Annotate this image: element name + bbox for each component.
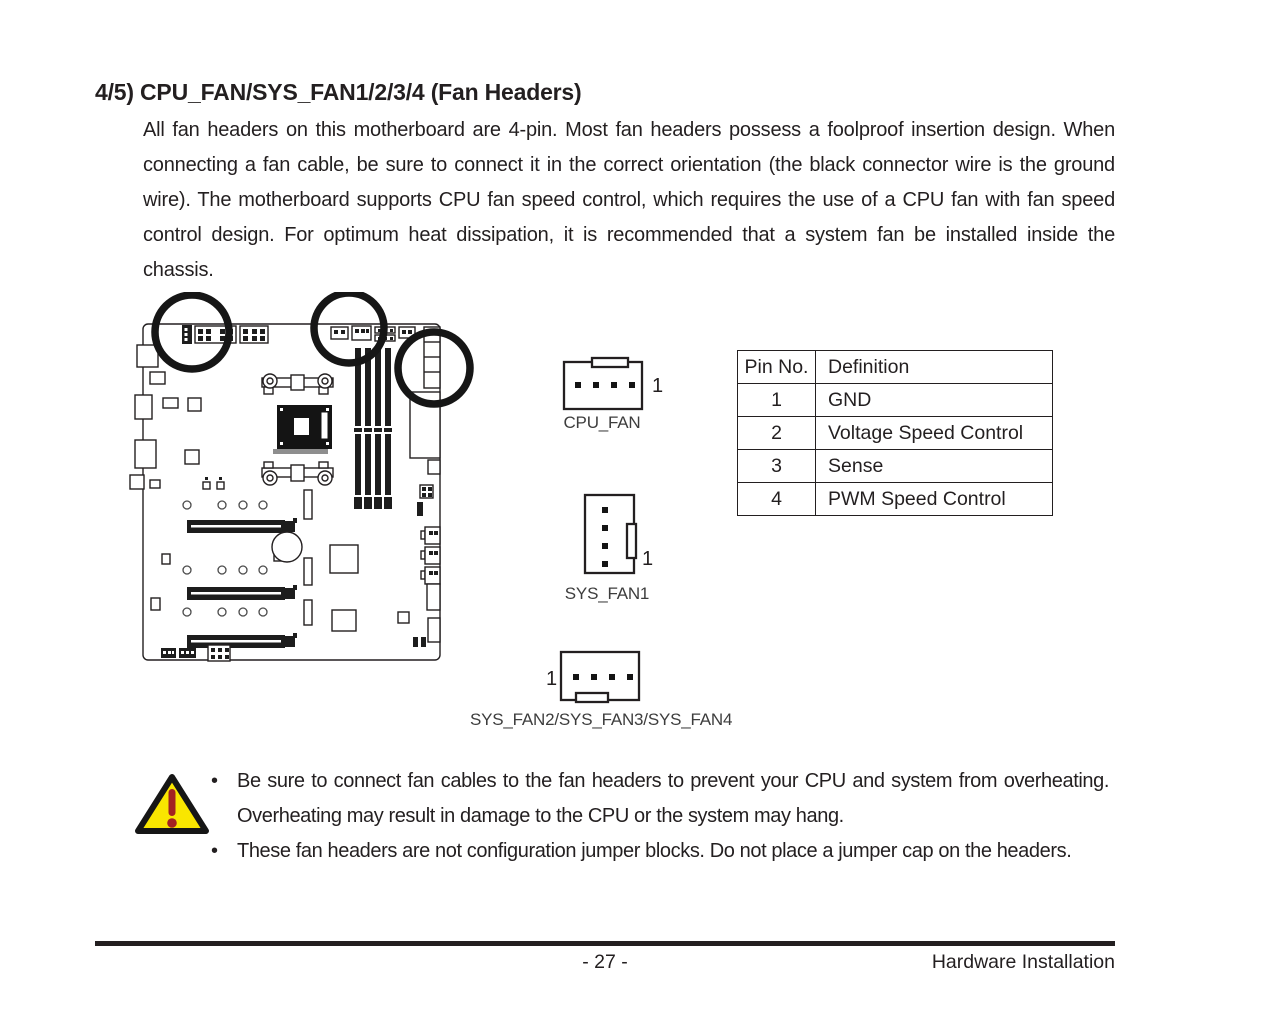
table-row	[738, 384, 1053, 417]
column-header-pin: Pin No.	[738, 351, 816, 384]
pin-definition: Sense	[816, 450, 1053, 483]
warning-text: Be sure to connect fan cables to the fan headers to prevent your CPU and system from overheating. Overheating may result in damage to the CPU or the system may hang.	[237, 770, 1109, 827]
pin-number: 2	[738, 417, 816, 450]
table-header-row	[738, 351, 1053, 384]
bullet-marker: •	[211, 840, 219, 862]
pin-number: 3	[738, 450, 816, 483]
sys-fan234-connector-figure	[540, 648, 652, 706]
warning-triangle-icon	[133, 772, 211, 838]
section-heading: 4/5) CPU_FAN/SYS_FAN1/2/3/4 (Fan Headers)	[95, 79, 582, 105]
cpu-fan-label: CPU_FAN	[563, 413, 641, 432]
motherboard-diagram	[128, 292, 476, 674]
pin-definition: Voltage Speed Control	[816, 417, 1053, 450]
pin-number: 4	[738, 483, 816, 516]
table-row	[738, 417, 1053, 450]
connector-notch	[592, 358, 628, 367]
footer-rule	[95, 941, 1115, 946]
sys-fan1-connector-figure	[582, 492, 657, 578]
connector-notch	[576, 693, 608, 702]
section-body-paragraph: All fan headers on this motherboard are 4-pin. Most fan headers possess a foolproof insertion design. When connecting a fan cable, be sure to connect it in the correct orientation (the black connector wire is the ground wire). The motherboard supports CPU fan speed control, which requires the use of a CPU fan with fan speed control design. For optimum heat dissipation, it is recommended that a system fan be installed inside the chassis.	[143, 119, 1115, 281]
pin-number: 1	[738, 384, 816, 417]
pin1-label: 1	[642, 548, 654, 570]
pin1-label: 1	[652, 375, 664, 397]
pin-definition: PWM Speed Control	[816, 483, 1053, 516]
warning-item	[211, 834, 1109, 869]
pin1-label: 1	[546, 668, 558, 690]
sys-fan1-label: SYS_FAN1	[564, 584, 650, 603]
table-row	[738, 450, 1053, 483]
cpu-socket	[273, 405, 332, 454]
warning-text: These fan headers are not configuration jumper blocks. Do not place a jumper cap on the headers.	[237, 840, 1072, 862]
cpu-fan-connector-figure	[562, 356, 672, 412]
pin-definition: GND	[816, 384, 1053, 417]
table-row	[738, 483, 1053, 516]
bullet-marker: •	[211, 770, 219, 792]
cpu-retention-bracket-bottom	[262, 462, 333, 485]
warning-item	[211, 764, 1109, 834]
sys-fan234-label: SYS_FAN2/SYS_FAN3/SYS_FAN4	[470, 710, 733, 729]
page-number: - 27 -	[582, 951, 628, 973]
connector-notch	[627, 524, 636, 558]
footer-section-title: Hardware Installation	[931, 951, 1115, 973]
column-header-definition: Definition	[816, 351, 1053, 384]
pin-definition-table	[737, 350, 1053, 516]
warning-list	[211, 764, 1109, 869]
cmos-battery	[272, 532, 302, 562]
pcie-x1-slots	[304, 490, 312, 625]
